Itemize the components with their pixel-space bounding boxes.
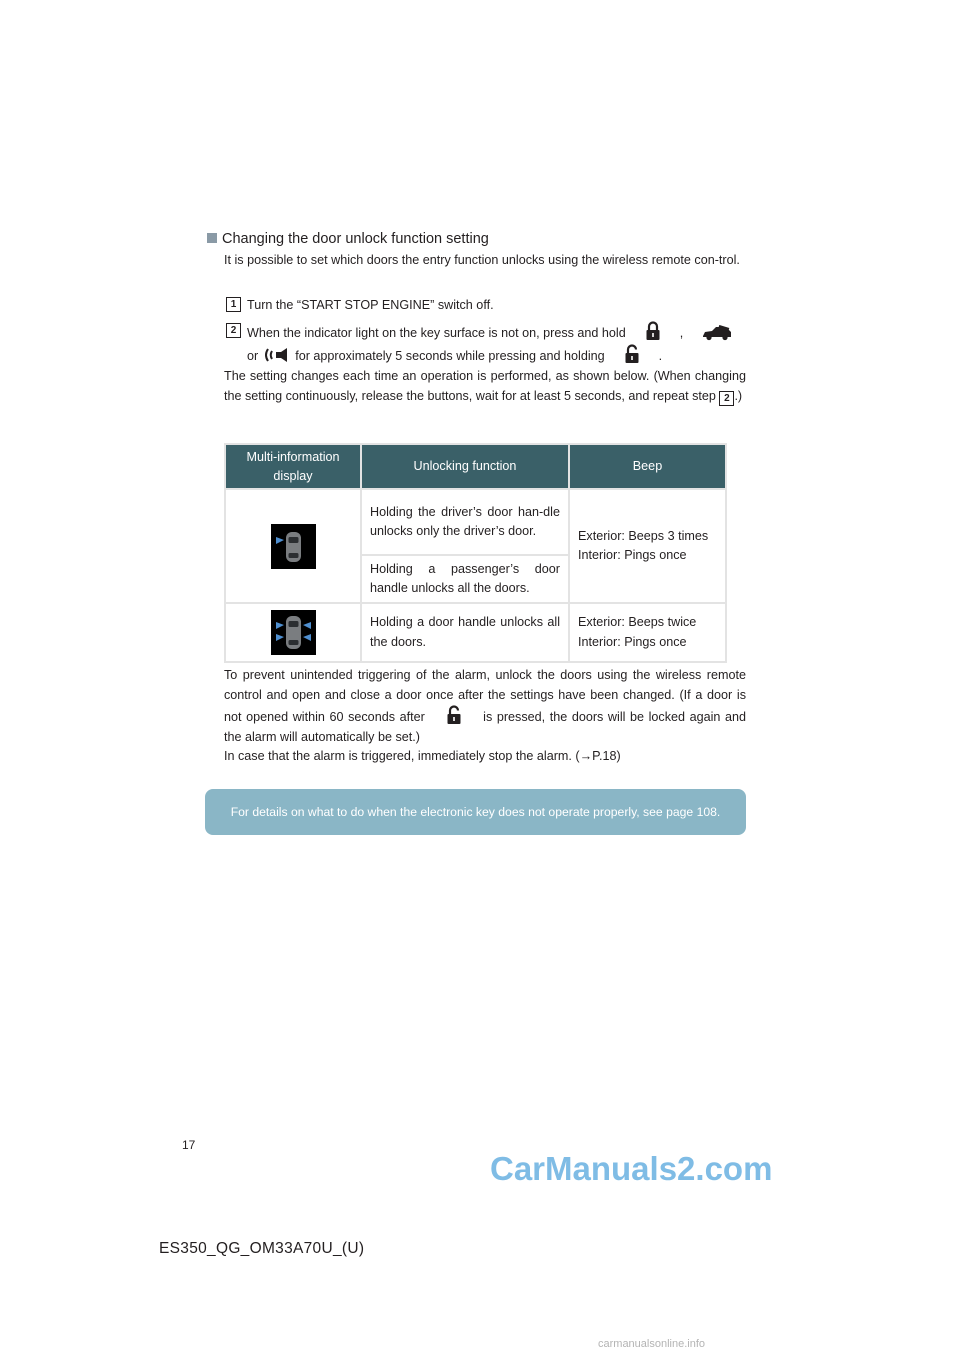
alarm-text: In case that the alarm is triggered, immediately stop the alarm. ( [224,749,580,763]
table-row [226,490,725,554]
section-heading-text: Changing the door unlock function setting [222,231,489,247]
beep-cell [570,604,725,661]
trunk-button-icon [702,325,732,341]
step-2-or: or [247,349,259,363]
watermark-logo: CarManuals2.com [490,1150,773,1187]
watermark-footer: carmanualsonline.info [598,1338,706,1350]
setting-change-paragraph [224,367,746,406]
function-cell: Holding the driver’s door han-dle unlocks only the driver’s door. [362,490,568,554]
step-number-2: 2 [226,323,241,338]
footer-code: ES350_QG_OM33A70U_(U) [159,1240,365,1257]
header-beep: Beep [570,445,725,488]
lock-button-icon [645,321,661,341]
intro-paragraph: It is possible to set which doors the entry function unlocks using the wireless remote con-trol. [224,253,740,267]
beep-exterior: Exterior: Beeps 3 times [578,528,709,543]
step-2-line-2 [247,344,662,366]
note-text-b: is pressed, the doors will be locked again and the alarm will automatically be set.) [224,710,747,744]
note-text-a: To prevent unintended triggering of the alarm, unlock the doors using the wireless remote control and open and close a door once after the settings have been changed. (If a door is not opened within 60 seconds after [224,668,746,724]
function-cell: Holding a passenger’s door handle unlocks all the doors. [362,556,568,602]
driver-door-display-icon [271,524,316,569]
step-2-line-1 [247,321,732,343]
tip-bar: For details on what to do when the electronic key does not operate properly, see page 108. [205,789,746,835]
heading-square-icon [207,233,217,243]
arrow-icon: → [579,749,593,763]
header-display: Multi-information display [226,445,360,488]
alarm-page-link[interactable]: P.18) [592,749,621,763]
all-doors-display-icon [271,610,316,655]
display-cell [226,490,360,602]
step-reference-box: 2 [719,391,734,406]
unlock-button-icon [624,344,640,364]
setting-change-end: .) [734,388,743,403]
beep-interior: Interior: Pings once [578,634,687,649]
step-number-1: 1 [226,297,241,312]
step-2-text-a: When the indicator light on the key surface is not on, press and hold [247,326,626,340]
panic-button-icon [262,346,292,364]
header-function: Unlocking function [362,445,568,488]
unlock-button-icon [446,705,462,725]
beep-exterior: Exterior: Beeps twice [578,615,697,629]
section-heading [207,229,489,249]
page-number: 17 [182,1138,196,1152]
step-1-text: Turn the “START STOP ENGINE” switch off. [247,298,494,312]
step-2-end: . [658,349,663,363]
beep-interior: Interior: Pings once [578,548,687,562]
step-2-text-b: for approximately 5 seconds while pressing and holding [295,349,605,363]
table-header-row [226,445,725,488]
alarm-note-paragraph [224,666,746,767]
setting-change-text: The setting changes each time an operation is performed, as shown below. (When changing the setting continuously, release the buttons, wait for at least 5 seconds, and repeat step [224,369,746,403]
step-2-separator: , [679,326,684,340]
beep-cell [570,490,725,602]
unlock-function-table [224,443,727,663]
function-cell: Holding a door handle unlocks all the doors. [362,604,568,661]
table-row [226,604,725,661]
display-cell [226,604,360,661]
